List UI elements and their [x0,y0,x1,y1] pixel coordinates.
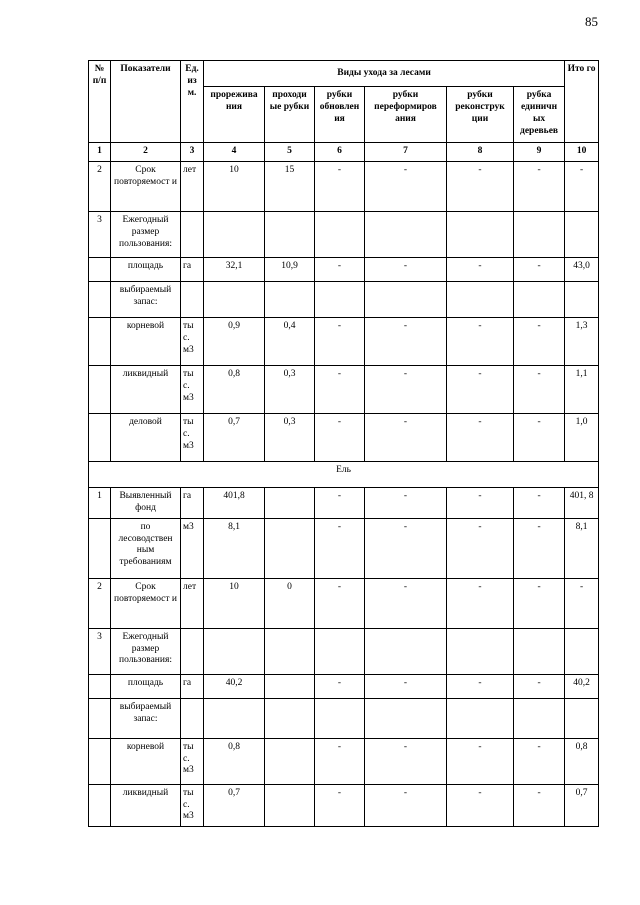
value-cell [265,487,315,518]
column-number: 1 [89,143,111,162]
value-cell [514,698,565,738]
value-cell: - [315,487,365,518]
value-cell: - [514,518,565,578]
value-cell: - [447,317,514,365]
row-number-cell [89,518,111,578]
indicator-cell: по лесоводствен ным требованиям [111,518,181,578]
value-cell: - [365,674,447,698]
value-cell [365,628,447,674]
value-cell [447,211,514,257]
indicator-cell: Ежегодный размер пользования: [111,628,181,674]
forest-care-table [88,60,599,827]
value-cell: 10 [204,578,265,628]
unit-cell: ты с. м3 [181,784,204,827]
table-row [89,578,599,628]
column-number: 2 [111,143,181,162]
unit-cell: га [181,257,204,281]
value-cell: - [447,578,514,628]
value-cell [265,211,315,257]
value-cell: - [315,161,365,211]
value-cell [565,698,599,738]
value-cell: - [365,317,447,365]
row-number-cell: 2 [89,161,111,211]
header-total: Ито го [565,61,599,143]
header-type-passage: проходи ые рубки [265,87,315,143]
unit-cell: ты с. м3 [181,317,204,365]
value-cell: - [365,784,447,827]
table-row [89,413,599,461]
value-cell: 0,4 [265,317,315,365]
value-cell: 0,3 [265,365,315,413]
header-care-types: Виды ухода за лесами [204,61,565,87]
value-cell [514,281,565,317]
unit-cell: ты с. м3 [181,365,204,413]
column-number-row [89,143,599,162]
value-cell: - [447,257,514,281]
value-cell: - [447,487,514,518]
value-cell: 0,8 [565,738,599,784]
value-cell: - [514,784,565,827]
value-cell [265,628,315,674]
value-cell [315,698,365,738]
value-cell [365,211,447,257]
header-indicator: Показатели [111,61,181,143]
value-cell: - [514,317,565,365]
header-type-thinning: прорежива ния [204,87,265,143]
value-cell: 0,7 [204,413,265,461]
value-cell: - [514,578,565,628]
unit-cell [181,211,204,257]
table-row [89,281,599,317]
column-number: 4 [204,143,265,162]
header-num: № п/п [89,61,111,143]
value-cell [514,211,565,257]
value-cell: 1,1 [565,365,599,413]
value-cell: 1,0 [565,413,599,461]
row-number-cell [89,317,111,365]
value-cell: - [365,257,447,281]
value-cell: - [315,738,365,784]
unit-cell: ты с. м3 [181,413,204,461]
value-cell: - [514,365,565,413]
value-cell [365,281,447,317]
value-cell: - [514,674,565,698]
unit-cell: га [181,674,204,698]
column-number: 8 [447,143,514,162]
value-cell [514,628,565,674]
value-cell: - [365,413,447,461]
value-cell: 0 [265,578,315,628]
value-cell: 10,9 [265,257,315,281]
value-cell: - [447,518,514,578]
column-number: 9 [514,143,565,162]
indicator-cell: Выявленный фонд [111,487,181,518]
value-cell: 0,7 [204,784,265,827]
value-cell: 40,2 [565,674,599,698]
table-row [89,674,599,698]
value-cell: - [315,674,365,698]
indicator-cell: выбираемый запас: [111,698,181,738]
value-cell [447,281,514,317]
value-cell: 32,1 [204,257,265,281]
table-row [89,628,599,674]
indicator-cell: площадь [111,257,181,281]
value-cell [265,281,315,317]
value-cell [565,281,599,317]
value-cell: - [514,738,565,784]
indicator-cell: выбираемый запас: [111,281,181,317]
indicator-cell: Срок повторяемост и [111,578,181,628]
value-cell: - [565,578,599,628]
value-cell: - [315,365,365,413]
value-cell [365,698,447,738]
table-body-part-b [89,487,599,826]
value-cell [315,628,365,674]
value-cell: 401,8 [204,487,265,518]
value-cell: 0,3 [265,413,315,461]
value-cell: 0,8 [204,365,265,413]
table-row [89,518,599,578]
value-cell: - [365,738,447,784]
value-cell [447,698,514,738]
table-row [89,784,599,827]
header-type-single-trees: рубка единичн ых деревьев [514,87,565,143]
value-cell: - [315,257,365,281]
header-type-reformation: рубки переформиров ания [365,87,447,143]
value-cell [565,211,599,257]
value-cell: - [514,413,565,461]
table-row [89,365,599,413]
unit-cell [181,281,204,317]
row-number-cell [89,257,111,281]
header-type-renewal: рубки обновлен ия [315,87,365,143]
value-cell [447,628,514,674]
header-unit: Ед. из м. [181,61,204,143]
table-body-part-a [89,161,599,461]
row-number-cell [89,698,111,738]
value-cell: - [447,738,514,784]
unit-cell [181,698,204,738]
value-cell [204,281,265,317]
value-cell [204,628,265,674]
row-number-cell [89,738,111,784]
indicator-cell: площадь [111,674,181,698]
row-number-cell: 3 [89,211,111,257]
value-cell: 10 [204,161,265,211]
value-cell: - [514,487,565,518]
column-number: 10 [565,143,599,162]
table-row [89,161,599,211]
value-cell [265,784,315,827]
value-cell: 40,2 [204,674,265,698]
column-number: 7 [365,143,447,162]
value-cell: - [447,674,514,698]
value-cell [265,674,315,698]
row-number-cell: 1 [89,487,111,518]
value-cell: 15 [265,161,315,211]
unit-cell: га [181,487,204,518]
indicator-cell: корневой [111,317,181,365]
value-cell: 0,8 [204,738,265,784]
value-cell: - [365,161,447,211]
page-number: 85 [585,14,598,29]
value-cell: - [365,365,447,413]
value-cell: 0,9 [204,317,265,365]
row-number-cell [89,365,111,413]
value-cell: - [315,784,365,827]
table-row [89,487,599,518]
section-row-group [89,461,599,487]
value-cell: - [514,161,565,211]
value-cell [204,211,265,257]
value-cell: - [365,578,447,628]
value-cell: - [565,161,599,211]
value-cell: - [447,365,514,413]
value-cell: - [315,578,365,628]
value-cell [315,281,365,317]
value-cell [265,518,315,578]
indicator-cell: ликвидный [111,784,181,827]
row-number-cell [89,413,111,461]
column-number: 3 [181,143,204,162]
indicator-cell: Срок повторяемост и [111,161,181,211]
table-row [89,738,599,784]
unit-cell [181,628,204,674]
value-cell [265,698,315,738]
value-cell [265,738,315,784]
column-number: 6 [315,143,365,162]
value-cell [565,628,599,674]
value-cell: - [315,317,365,365]
table-row [89,317,599,365]
unit-cell: м3 [181,518,204,578]
value-cell: 8,1 [565,518,599,578]
table-header [89,61,599,162]
value-cell: 0,7 [565,784,599,827]
value-cell: - [315,518,365,578]
row-number-cell: 3 [89,628,111,674]
row-number-cell [89,784,111,827]
indicator-cell: корневой [111,738,181,784]
table-row [89,698,599,738]
value-cell: - [315,413,365,461]
table-row [89,211,599,257]
unit-cell: лет [181,578,204,628]
column-number: 5 [265,143,315,162]
value-cell: 43,0 [565,257,599,281]
value-cell: - [447,784,514,827]
indicator-cell: ликвидный [111,365,181,413]
value-cell: - [365,518,447,578]
value-cell: - [365,487,447,518]
value-cell: 401, 8 [565,487,599,518]
section-label-spruce: Ель [89,461,599,487]
value-cell: - [514,257,565,281]
row-number-cell [89,674,111,698]
unit-cell: лет [181,161,204,211]
value-cell [315,211,365,257]
table-row [89,257,599,281]
header-type-reconstruction: рубки реконструк ции [447,87,514,143]
indicator-cell: деловой [111,413,181,461]
indicator-cell: Ежегодный размер пользования: [111,211,181,257]
value-cell: - [447,161,514,211]
row-number-cell [89,281,111,317]
row-number-cell: 2 [89,578,111,628]
value-cell: 1,3 [565,317,599,365]
value-cell: - [447,413,514,461]
unit-cell: ты с. м3 [181,738,204,784]
value-cell [204,698,265,738]
value-cell: 8,1 [204,518,265,578]
